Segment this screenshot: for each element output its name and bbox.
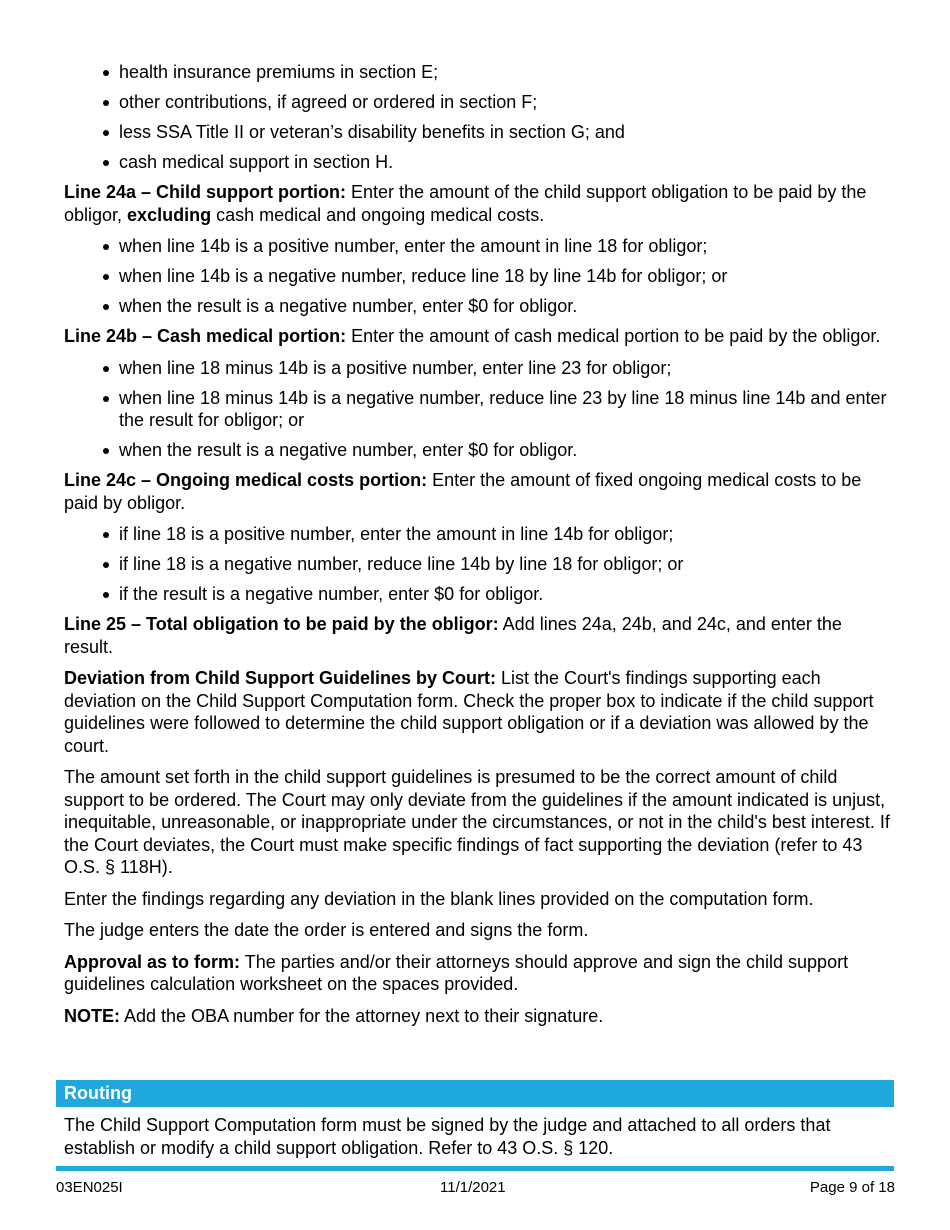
list-item: if line 18 is a positive number, enter the amount in line 14b for obligor; xyxy=(119,523,894,546)
line24a-label: Line 24a – Child support portion: xyxy=(64,182,347,202)
line24c-label: Line 24c – Ongoing medical costs portion: xyxy=(64,470,428,490)
list-item: when line 14b is a positive number, enter the amount in line 18 for obligor; xyxy=(119,235,894,258)
line25-label: Line 25 – Total obligation to be paid by the obligor: xyxy=(64,614,499,634)
routing-paragraph: The Child Support Computation form must be signed by the judge and attached to all orders that establish or modify a child support obligation. Refer to 43 O.S. § 120. xyxy=(64,1115,831,1158)
list-item: other contributions, if agreed or ordered in section F; xyxy=(119,91,894,114)
footer-divider xyxy=(56,1166,894,1171)
list-item: cash medical support in section H. xyxy=(119,151,894,174)
findings-paragraph: Enter the findings regarding any deviation in the blank lines provided on the computation form. xyxy=(64,888,814,909)
judge-paragraph: The judge enters the date the order is entered and signs the form. xyxy=(64,920,589,940)
line24b-paragraph xyxy=(64,325,894,348)
line24a-paragraph xyxy=(64,181,894,226)
line24a-bullet-list xyxy=(119,235,894,318)
line24a-text: Enter the amount of the child support obligation to be paid by the obligor, xyxy=(64,182,867,225)
note-text: Add the OBA number for the attorney next to their signature. xyxy=(120,1005,604,1026)
line24a-emphasis: excluding xyxy=(127,204,212,225)
list-item: when line 18 minus 14b is a negative number, reduce line 23 by line 18 minus line 14b and enter the result for obligor; or xyxy=(119,387,894,432)
line24b-text: Enter the amount of cash medical portion to be paid by the obligor. xyxy=(346,326,881,346)
amount-paragraph: The amount set forth in the child support guidelines is presumed to be the correct amount of child support to be ordered. The Court may only deviate from the guidelines if the amount indicated is unjust, inequitable, unreasonable, or inappropriate under the circumstances, or not in the child's best interest. If the Court deviates, the Court must make specific findings of fact supporting the deviation (refer to 43 O.S. § 118H). xyxy=(64,767,890,877)
list-item: health insurance premiums in section E; xyxy=(119,61,894,84)
note-label: NOTE: xyxy=(64,1005,120,1026)
list-item: when the result is a negative number, enter $0 for obligor. xyxy=(119,295,894,318)
list-item: less SSA Title II or veteran’s disability benefits in section G; and xyxy=(119,121,894,144)
line24b-label: Line 24b – Cash medical portion: xyxy=(64,326,347,346)
note-paragraph xyxy=(64,1005,894,1028)
list-item: when line 14b is a negative number, reduce line 18 by line 14b for obligor; or xyxy=(119,265,894,288)
line24a-text-end: cash medical and ongoing medical costs. xyxy=(211,204,545,225)
routing-heading: Routing xyxy=(64,1083,132,1103)
deviation-paragraph xyxy=(64,667,894,757)
footer-page-number: Page 9 of 18 xyxy=(809,1179,895,1196)
line25-paragraph xyxy=(64,613,894,658)
footer-date: 11/1/2021 xyxy=(440,1179,506,1196)
document-body xyxy=(64,61,894,1036)
line25-text: Add lines 24a, 24b, and 24c, and enter the result. xyxy=(64,614,842,657)
list-item: if line 18 is a negative number, reduce line 14b by line 18 for obligor; or xyxy=(119,553,894,576)
list-item: if the result is a negative number, enter $0 for obligor. xyxy=(119,583,894,606)
line24c-paragraph xyxy=(64,469,894,514)
deviation-text: List the Court's findings supporting each deviation on the Child Support Computation form. Check the proper box to indicate if the child support guidelines were followed to determine the child support obligation or if a deviation was allowed by the court. xyxy=(64,668,874,756)
approval-text: The parties and/or their attorneys should approve and sign the child support guidelines calculation worksheet on the spaces provided. xyxy=(64,951,849,994)
list-item: when the result is a negative number, enter $0 for obligor. xyxy=(119,439,894,462)
approval-label: Approval as to form: xyxy=(64,951,241,972)
deviation-label: Deviation from Child Support Guidelines by Court: xyxy=(64,668,497,688)
top-bullet-list xyxy=(119,61,894,174)
line24c-text: Enter the amount of fixed ongoing medical costs to be paid by obligor. xyxy=(64,470,862,513)
footer-form-id: 03EN025I xyxy=(56,1179,123,1196)
line24c-bullet-list xyxy=(119,523,894,606)
approval-paragraph xyxy=(64,951,894,996)
routing-heading-bar xyxy=(56,1080,894,1107)
line24b-bullet-list xyxy=(119,357,894,462)
list-item: when line 18 minus 14b is a positive number, enter line 23 for obligor; xyxy=(119,357,894,380)
